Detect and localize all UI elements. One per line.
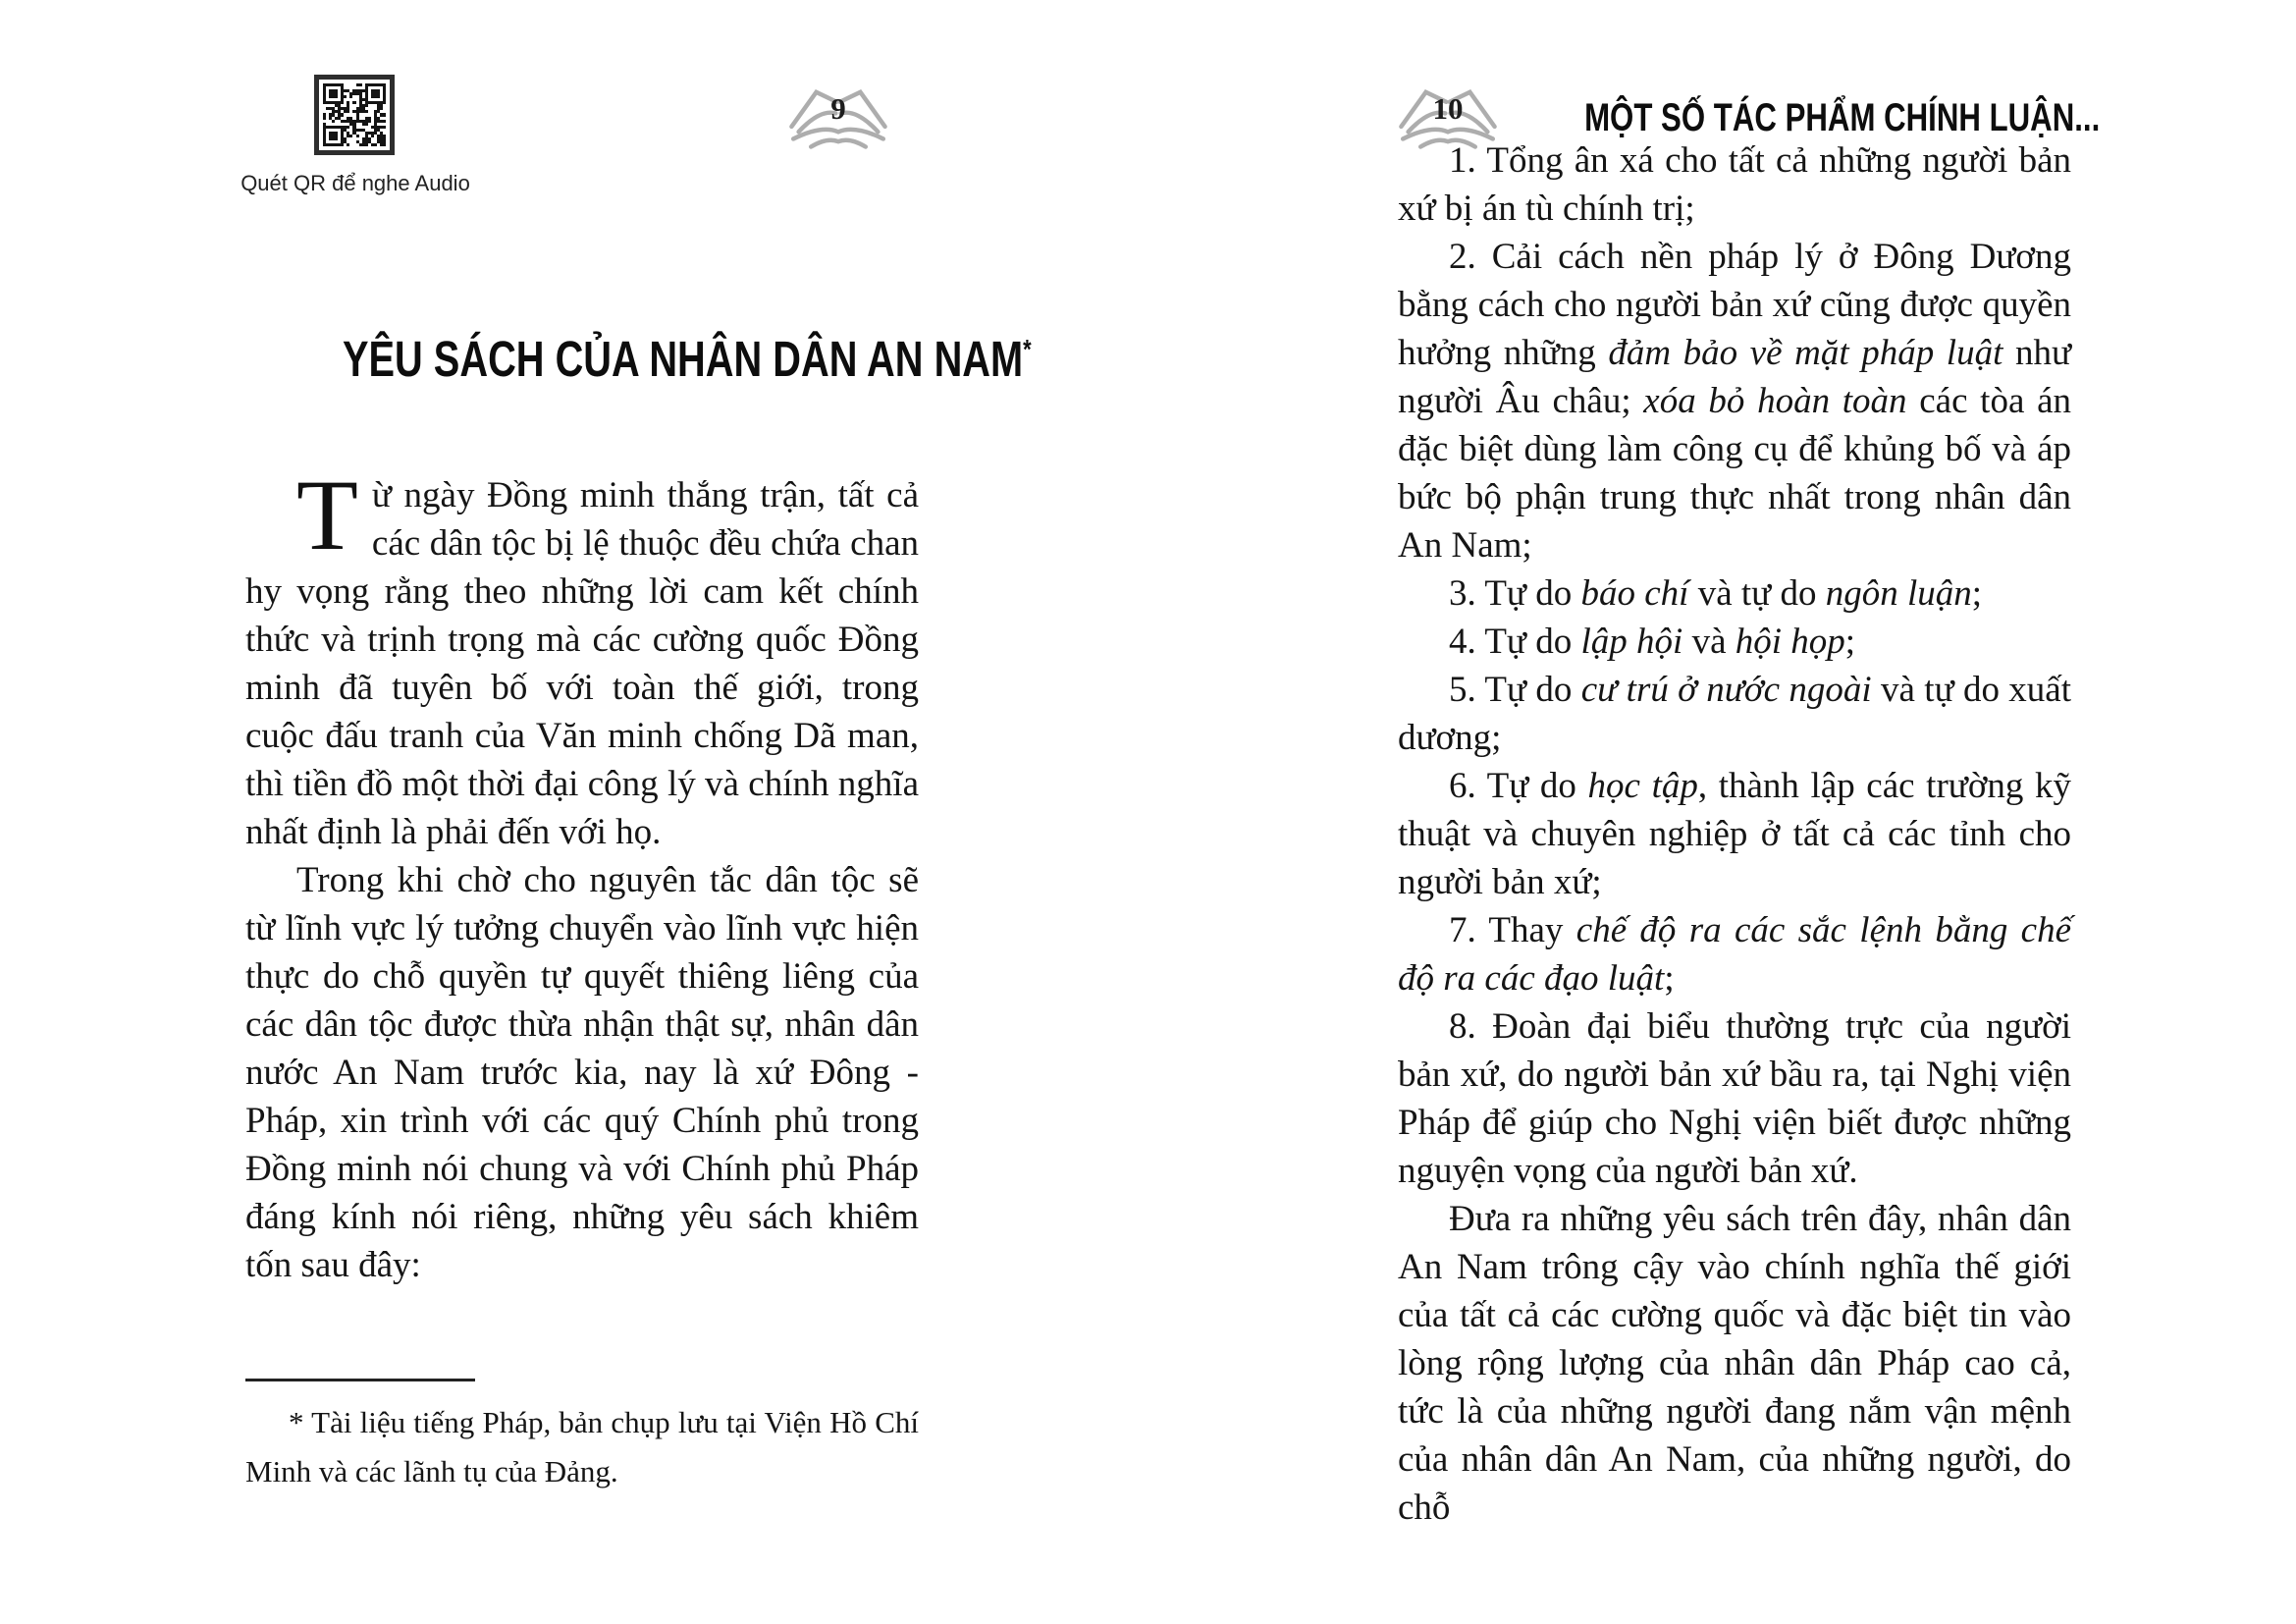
paragraph: Từ ngày Đồng minh thắng trận, tất cả các dân tộc bị lệ thuộc đều chứa chan hy vọng rằng theo những lời cam kết chính thức và trịnh trọng mà các cường quốc Đồng minh đã tuyên bố với toàn thế giới, trong cuộc đấu tranh của Văn minh chống Dã man, thì tiền đồ một thời đại công lý và chính nghĩa nhất định là phải đến với họ.	[245, 460, 919, 852]
document-title: YÊU SÁCH CỦA NHÂN DÂN AN NAM*	[342, 331, 1032, 387]
page-number: 10	[1432, 91, 1464, 126]
right-page-body	[1398, 136, 2071, 1532]
page-number: 9	[830, 91, 846, 126]
paragraph: 4. Tự do lập hội và hội họp;	[1449, 622, 1856, 662]
footnote-text: * Tài liệu tiếng Pháp, bản chụp lưu tại Viện Hồ Chí Minh và các lãnh tụ của Đảng.	[245, 1405, 919, 1489]
running-head: MỘT SỐ TÁC PHẨM CHÍNH LUẬN...	[1584, 96, 2101, 139]
paragraph: 2. Cải cách nền pháp lý ở Đông Dương bằng cách cho người bản xứ cũng được quyền hưởng những đảm bảo về mặt pháp luật như người Âu châu; xóa bỏ hoàn toàn các tòa án đặc biệt dùng làm công cụ để khủng bố và áp bức bộ phận trung thực nhất trong nhân dân An Nam;	[1398, 237, 2071, 566]
paragraph: 6. Tự do học tập, thành lập các trường kỹ thuật và chuyên nghiệp ở tất cả các tỉnh cho người bản xứ;	[1398, 766, 2071, 902]
qr-code-icon	[314, 75, 395, 155]
paragraph: 5. Tự do cư trú ở nước ngoài và tự do xuất dương;	[1398, 670, 2071, 758]
paragraph: 7. Thay chế độ ra các sắc lệnh bằng chế độ ra các đạo luật;	[1398, 910, 2071, 999]
footnote-separator	[245, 1379, 475, 1381]
qr-caption: Quét QR để nghe Audio	[240, 171, 470, 195]
paragraph: 3. Tự do báo chí và tự do ngôn luận;	[1449, 573, 1983, 614]
drop-cap: T	[296, 460, 358, 571]
left-page-body	[245, 460, 919, 1289]
book-ornament	[780, 82, 896, 151]
paragraph: 8. Đoàn đại biểu thường trực của người bản xứ, do người bản xứ bầu ra, tại Nghị viện Pháp để giúp cho Nghị viện biết được những nguyện vọng của người bản xứ.	[1398, 1006, 2071, 1191]
paragraph: Trong khi chờ cho nguyên tắc dân tộc sẽ từ lĩnh vực lý tưởng chuyển vào lĩnh vực hiện thực do chỗ quyền tự quyết thiêng liêng của các dân tộc được thừa nhận thật sự, nhân dân nước An Nam trước kia, nay là xứ Đông - Pháp, xin trình với các quý Chính phủ trong Đồng minh nói chung và với Chính phủ Pháp đáng kính nói riêng, những yêu sách khiêm tốn sau đây:	[245, 860, 919, 1285]
qr-modules	[323, 83, 386, 146]
paragraph: Đưa ra những yêu sách trên đây, nhân dân An Nam trông cậy vào chính nghĩa thế giới của tất cả các cường quốc và đặc biệt tin vào lòng rộng lượng của nhân dân Pháp cao cả, tức là của những người đang nắm vận mệnh của nhân dân An Nam, của những người, do chỗ	[1398, 1199, 2071, 1528]
footnote-marker: *	[1023, 334, 1032, 364]
paragraph: 1. Tổng ân xá cho tất cả những người bản xứ bị án tù chính trị;	[1398, 140, 2071, 229]
